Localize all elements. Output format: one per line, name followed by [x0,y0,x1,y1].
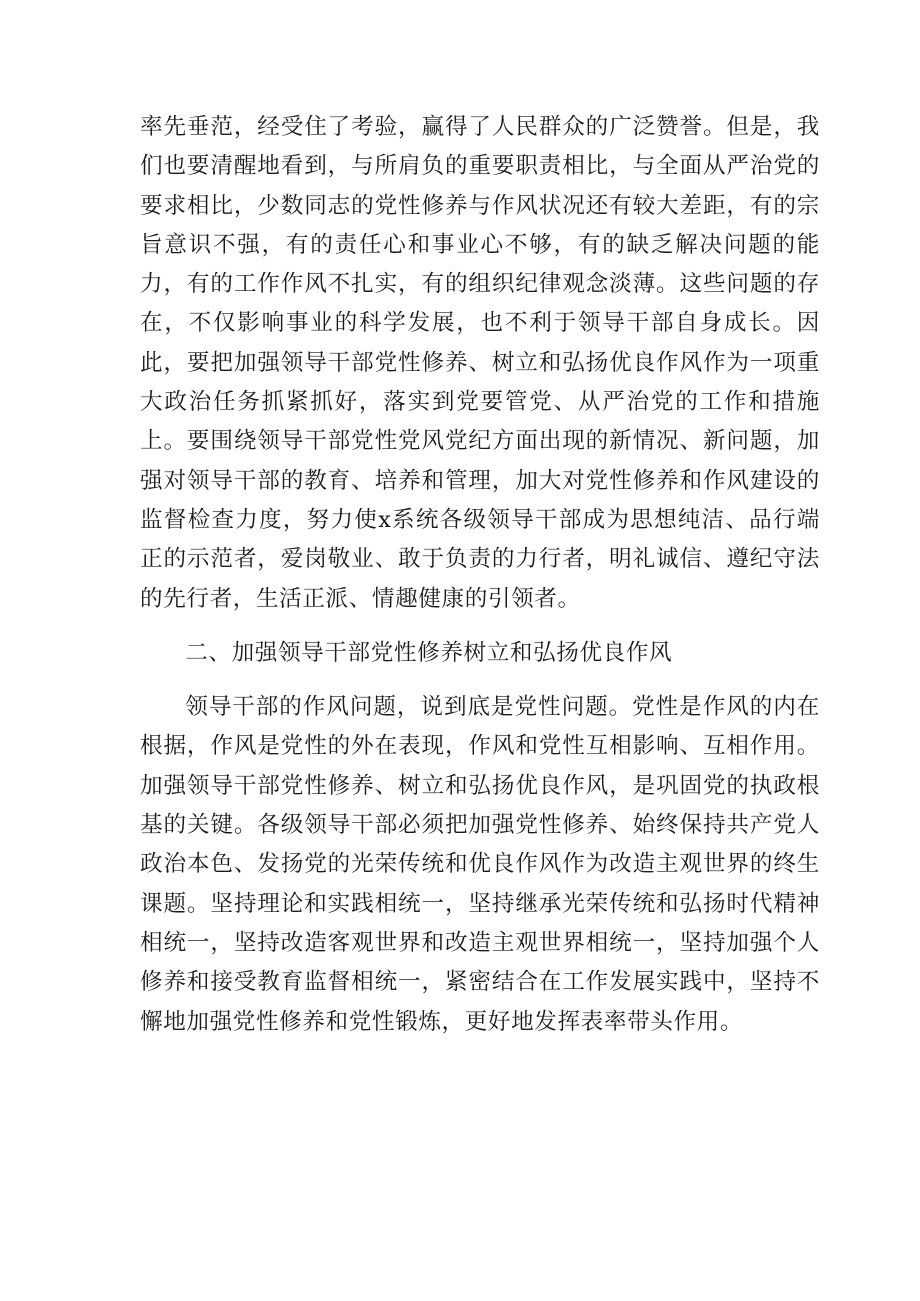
body-paragraph: 领导干部的作风问题，说到底是党性问题。党性是作风的内在根据，作风是党性的外在表现，作风和党性互相影响、互相作用。加强领导干部党性修养、树立和弘扬优良作风，是巩固党的执政根基的关键。各级领导干部必须把加强党性修养、始终保持共产党人政治本色、发扬党的光荣传统和优良作风作为改造主观世界的终生课题。坚持理论和实践相统一，坚持继承光荣传统和弘扬时代精神相统一，坚持改造客观世界和改造主观世界相统一，坚持加强个人修养和接受教育监督相统一，紧密结合在工作发展实践中，坚持不懈地加强党性修养和党性锻炼，更好地发挥表率带头作用。 [140,694,820,1035]
section-heading: 二、加强领导干部党性修养树立和弘扬优良作风 [185,639,673,666]
body-paragraph-continued: 率先垂范，经受住了考验，赢得了人民群众的广泛赞誉。但是，我们也要清醒地看到，与所肩负的重要职责相比，与全面从严治党的要求相比，少数同志的党性修养与作风状况还有较大差距，有的宗旨意识不强，有的责任心和事业心不够，有的缺乏解决问题的能力，有的工作作风不扎实，有的组织纪律观念淡薄。这些问题的存在，不仅影响事业的科学发展，也不利于领导干部自身成长。因此，要把加强领导干部党性修养、树立和弘扬优良作风作为一项重大政治任务抓紧抓好，落实到党要管党、从严治党的工作和措施上。要围绕领导干部党性党风党纪方面出现的新情况、新问题，加强对领导干部的教育、培养和管理，加大对党性修养和作风建设的监督检查力度，努力使x系统各级领导干部成为思想纯洁、品行端正的示范者，爱岗敬业、敢于负责的力行者，明礼诚信、遵纪守法的先行者，生活正派、情趣健康的引领者。 [140,114,820,612]
document-body [140,108,820,1042]
heading-spacer [140,673,820,688]
paragraph-spacer [140,619,820,634]
